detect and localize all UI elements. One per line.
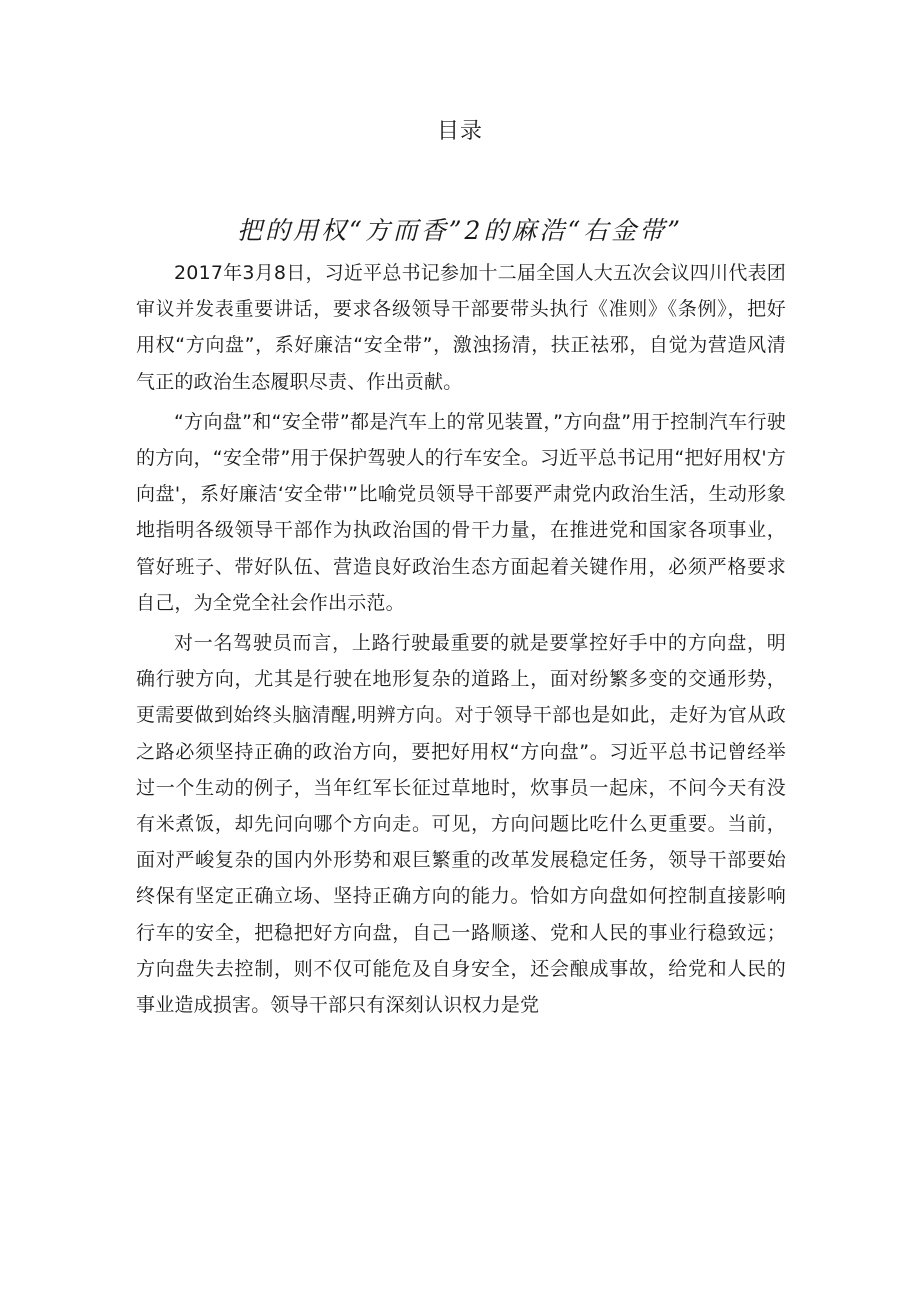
paragraph: “方向盘”和“安全带”都是汽车上的常见装置，”方向盘”用于控制汽车行驶的方向，“安全带”用于保护驾驶人的行车安全。习近平总书记用“把好用权'方向盘'，系好廉洁‘安全带'”比喻党员领导干部要严肃党内政治生活，生动形象地指明各级领导干部作为执政治国的骨干力量，在推进党和国家各项事业，管好班子、带好队伍、营造良好政治生态方面起着关键作用，必须严格要求自己，为全党全社会作出示范。: [136, 410, 786, 614]
document-title: 把的用权“方而香”2的麻浩“右金带”: [236, 216, 684, 245]
paragraph: 2017年3月8日，习近平总书记参加十二届全国人大五次会议四川代表团审议并发表重要讲话，要求各级领导干部要带头执行《准则》《条例》，把好用权“方向盘”，系好廉洁“安全带”，激浊扬清，扶正祛邪，自觉为营造风清气正的政治生态履职尽责、作出贡献。: [136, 262, 786, 393]
toc-heading: 目录: [436, 119, 483, 144]
paragraph: 对一名驾驶员而言，上路行驶最重要的就是要掌控好手中的方向盘，明确行驶方向，尤其是行驶在地形复杂的道路上，面对纷繁多变的交通形势，更需要做到始终头脑清醒,明辨方向。对于领导干部也是如此，走好为官从政之路必须坚持正确的政治方向，要把好用权“方向盘”。习近平总书记曾经举过一个生动的例子，当年红军长征过草地时，炊事员一起床，不问今天有没有米煮饭，却先问向哪个方向走。可见，方向问题比吃什么更重要。当前，面对严峻复杂的国内外形势和艰巨繁重的改革发展稳定任务，领导干部要始终保有坚定正确立场、坚持正确方向的能力。恰如方向盘如何控制直接影响行车的安全，把稳把好方向盘，自己一路顺遂、党和人民的事业行稳致远；方向盘失去控制，则不仅可能危及自身安全，还会酿成事故，给党和人民的事业造成损害。领导干部只有深刻认识权力是党: [136, 632, 786, 1017]
document-body: [136, 255, 786, 1023]
